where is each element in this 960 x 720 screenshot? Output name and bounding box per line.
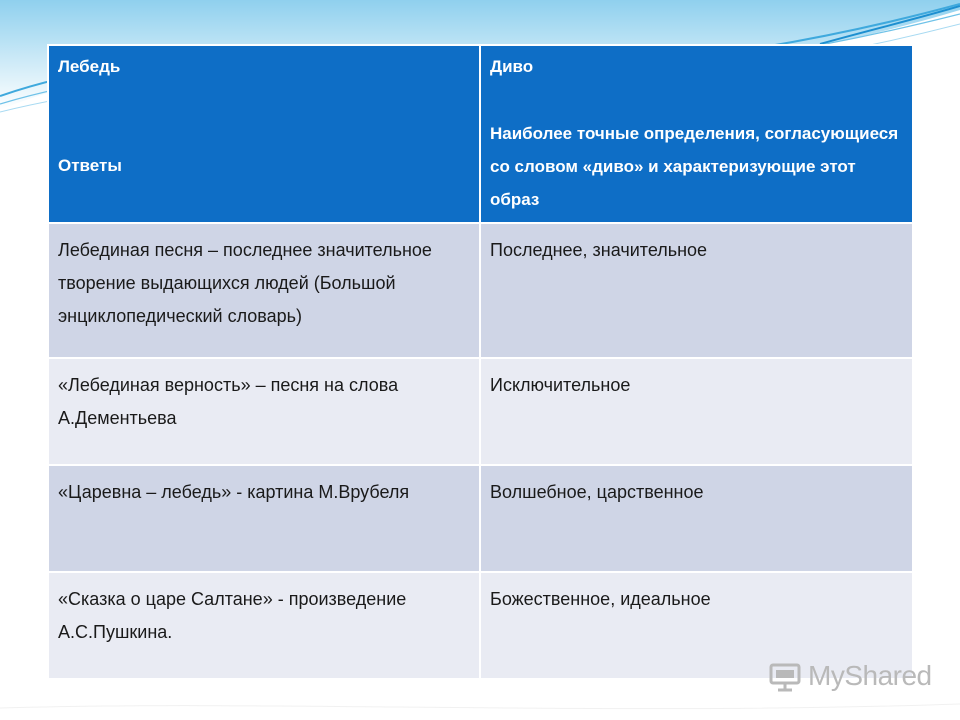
watermark-text: MyShared [808,660,932,691]
watermark [768,656,932,696]
table-header-row [48,45,913,223]
header-col2-title: Диво [490,57,534,76]
row-definition-cell: Божественное, идеальное [480,572,913,679]
header-col1-subtitle: Ответы [58,156,122,175]
row-definition-cell: Волшебное, царственное [480,465,913,572]
row-answer-cell: Лебединая песня – последнее значительное творение выдающихся людей (Большой энциклопедический словарь) [48,223,480,358]
row-answer-cell: «Лебединая верность» – песня на слова А.Дементьева [48,358,480,465]
header-col1-title: Лебедь [58,57,121,76]
header-cell-swan [48,45,480,223]
table-row [48,465,913,572]
row-definition-cell: Последнее, значительное [480,223,913,358]
table-row [48,223,913,358]
row-answer-cell: «Царевна – лебедь» - картина М.Врубеля [48,465,480,572]
presentation-board-icon [768,659,802,693]
header-cell-divo [480,45,913,223]
comparison-table [47,44,914,680]
table-row [48,358,913,465]
row-definition-cell: Исключительное [480,358,913,465]
row-answer-cell: «Сказка о царе Салтане» - произведение А.С.Пушкина. [48,572,480,679]
header-col2-subtitle: Наиболее точные определения, согласующиеся со словом «диво» и характеризующие этот образ [490,124,899,209]
